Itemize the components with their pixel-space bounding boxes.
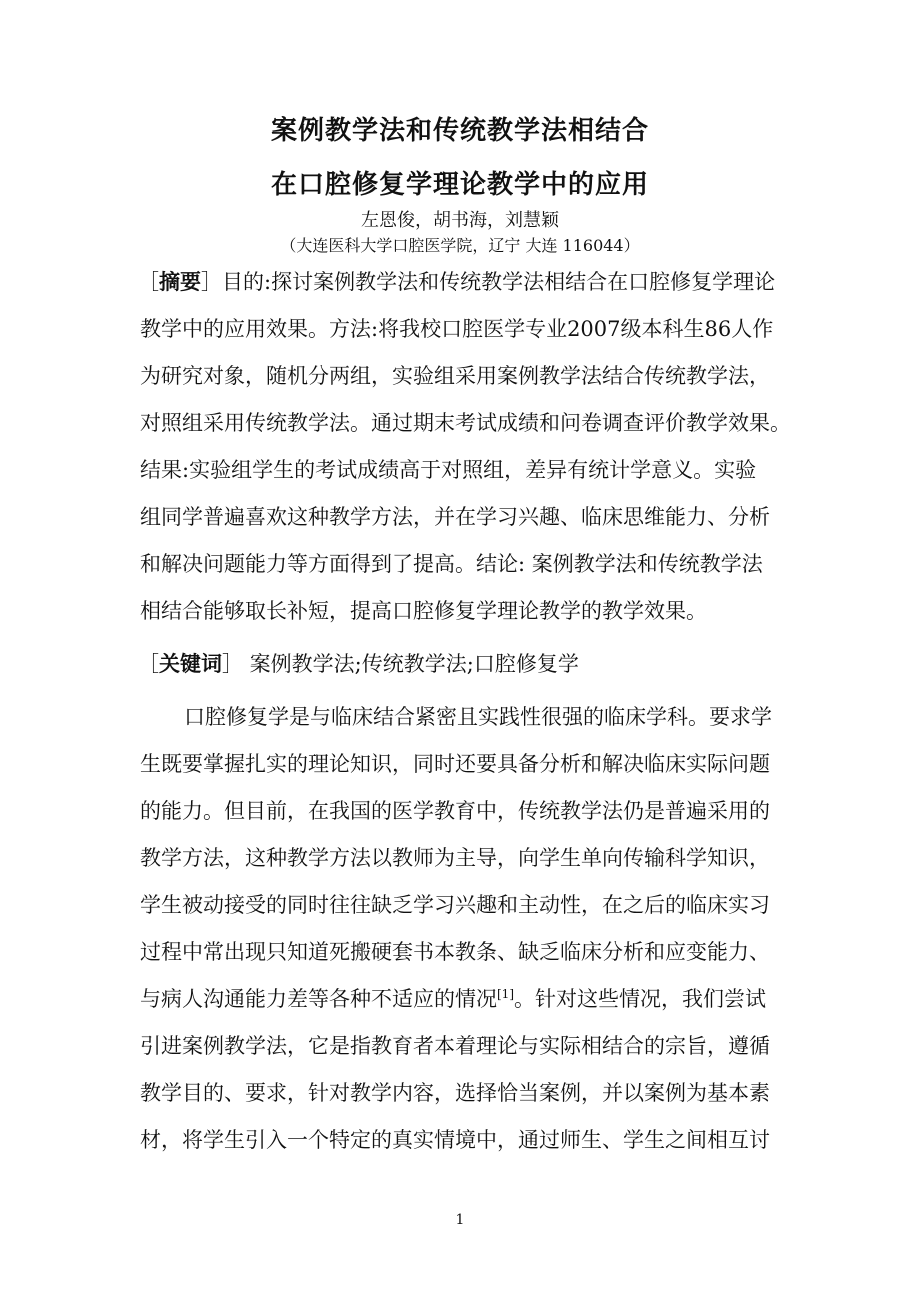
body-line: 材，将学生引入一个特定的真实情境中，通过师生、学生之间相互讨 bbox=[140, 1128, 770, 1152]
abstract-bracket-close: ］ bbox=[201, 270, 222, 294]
body-line: 生既要掌握扎实的理论知识，同时还要具备分析和解决临床实际问题 bbox=[140, 752, 770, 776]
keywords-label: 关键词 bbox=[159, 651, 222, 676]
abstract-label: 摘要 bbox=[159, 269, 201, 294]
abstract-line: 和解决问题能力等方面得到了提高。结论: 案例教学法和传统教学法 bbox=[140, 552, 763, 576]
keywords-line bbox=[138, 647, 579, 681]
abstract-line bbox=[138, 265, 775, 299]
body-line: 学生被动接受的同时往往缺乏学习兴趣和主动性，在之后的临床实习 bbox=[140, 893, 770, 917]
body-line: 的能力。但目前，在我国的医学教育中，传统教学法仍是普遍采用的 bbox=[140, 799, 770, 823]
authors: 左恩俊，胡书海，刘慧颖 bbox=[361, 210, 559, 231]
body-ref-before: 与病人沟通能力差等各种不适应的情况 bbox=[140, 987, 497, 1011]
body-ref-after: 。针对这些情况，我们尝试 bbox=[514, 987, 766, 1011]
abstract-bracket-open: ［ bbox=[138, 270, 159, 294]
abstract-line: 结果:实验组学生的考试成绩高于对照组，差异有统计学意义。实验 bbox=[140, 458, 757, 482]
abstract-line: 对照组采用传统教学法。通过期末考试成绩和问卷调查评价教学效果。 bbox=[140, 411, 791, 435]
abstract-text: 目的:探讨案例教学法和传统教学法相结合在口腔修复学理论 bbox=[222, 270, 776, 294]
keywords-text: 案例教学法;传统教学法;口腔修复学 bbox=[243, 652, 579, 676]
affiliation: （大连医科大学口腔医学院，辽宁 大连 116044） bbox=[280, 236, 640, 255]
citation-ref[interactable]: [1] bbox=[497, 987, 514, 1001]
body-line: 教学目的、要求，针对教学内容，选择恰当案例，并以案例为基本素 bbox=[140, 1081, 770, 1105]
body-line: 过程中常出现只知道死搬硬套书本教条、缺乏临床分析和应变能力、 bbox=[140, 940, 770, 964]
abstract-line: 组同学普遍喜欢这种教学方法，并在学习兴趣、临床思维能力、分析 bbox=[140, 505, 770, 529]
abstract-line: 教学中的应用效果。方法:将我校口腔医学专业2007级本科生86人作 bbox=[140, 317, 774, 341]
body-line: 教学方法，这种教学方法以教师为主导，向学生单向传输科学知识， bbox=[140, 846, 770, 870]
keywords-bracket-open: ［ bbox=[138, 652, 159, 676]
page-number: 1 bbox=[455, 1212, 465, 1228]
body-line: 口腔修复学是与临床结合紧密且实践性很强的临床学科。要求学 bbox=[184, 705, 772, 729]
abstract-line: 相结合能够取长补短，提高口腔修复学理论教学的教学效果。 bbox=[140, 599, 707, 623]
title-line-1: 案例教学法和传统教学法相结合 bbox=[270, 116, 649, 146]
title-line-2: 在口腔修复学理论教学中的应用 bbox=[270, 170, 649, 200]
abstract-line: 为研究对象，随机分两组，实验组采用案例教学法结合传统教学法， bbox=[140, 364, 770, 388]
keywords-bracket-close: ］ bbox=[222, 652, 243, 676]
body-line: 引进案例教学法，它是指教育者本着理论与实际相结合的宗旨，遵循 bbox=[140, 1034, 770, 1058]
body-line bbox=[140, 982, 766, 1016]
